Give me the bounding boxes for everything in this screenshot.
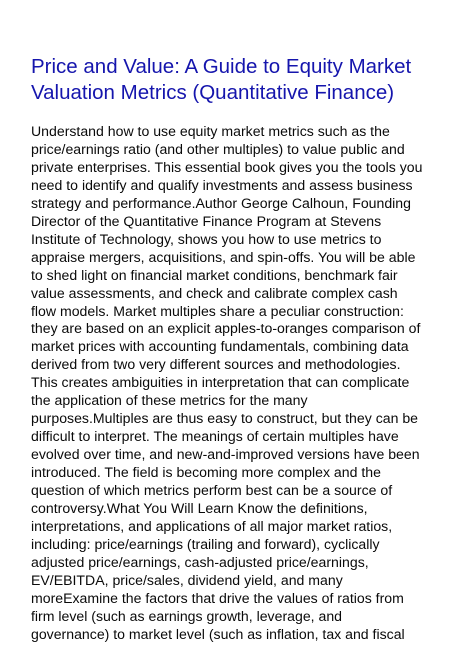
- body-line: moreExamine the factors that drive the values of ratios from: [31, 589, 404, 606]
- body-line: governance) to market level (such as inflation, tax and fiscal: [31, 625, 405, 642]
- title-line: Valuation Metrics (Quantitative Finance): [31, 81, 395, 104]
- body-line: adjusted price/earnings, cash-adjusted price/earnings,: [31, 553, 369, 570]
- body-line: firm level (such as earnings growth, leverage, and: [31, 607, 342, 624]
- body-line: This creates ambiguities in interpretation that can complicate: [31, 374, 410, 391]
- body-line: interpretations, and applications of all major market ratios,: [31, 517, 393, 534]
- body-line: market prices with accounting fundamentals, combining data: [31, 338, 409, 355]
- body-line: Director of the Quantitative Finance Program at Stevens: [31, 212, 382, 229]
- body-line: they are based on an explicit apples-to-oranges comparison of: [31, 320, 421, 337]
- body-line: Understand how to use equity market metrics such as the: [31, 123, 390, 139]
- body-line: purposes.Multiples are thus easy to construct, but they can be: [31, 410, 419, 427]
- body-line: EV/EBITDA, price/sales, dividend yield, and many: [31, 571, 343, 588]
- body-line: flow models. Market multiples share a peculiar construction:: [31, 302, 404, 319]
- body-line: strategy and performance.Author George Calhoun, Founding: [31, 194, 411, 211]
- body-line: evolved over time, and new-and-improved versions have been: [31, 446, 420, 463]
- body-line: price/earnings ratio (and other multiples) to value public and: [31, 140, 405, 157]
- body-line: question of which metrics perform best can be a source of: [31, 482, 393, 499]
- description-body: [31, 123, 471, 644]
- body-line: appraise mergers, acquisitions, and spin-offs. You will be able: [31, 248, 416, 265]
- body-line: introduced. The field is becoming more complex and the: [31, 464, 381, 481]
- body-line: difficult to interpret. The meanings of certain multiples have: [31, 428, 399, 445]
- body-line: controversy.What You Will Learn Know the definitions,: [31, 500, 368, 517]
- body-line: to shed light on financial market conditions, benchmark fair: [31, 266, 398, 283]
- body-line: value assessments, and check and calibrate complex cash: [31, 284, 398, 301]
- body-line: including: price/earnings (trailing and forward), cyclically: [31, 535, 380, 552]
- body-line: Institute of Technology, shows you how to use metrics to: [31, 230, 382, 247]
- body-line: need to identify and qualify investments and assess business: [31, 176, 413, 193]
- title-line: Price and Value: A Guide to Equity Market: [31, 55, 412, 78]
- body-line: the application of these metrics for the many: [31, 392, 308, 409]
- body-line: derived from two very different sources and methodologies.: [31, 356, 401, 373]
- body-line: private enterprises. This essential book gives you the tools you: [31, 158, 423, 175]
- page-title: [31, 54, 461, 106]
